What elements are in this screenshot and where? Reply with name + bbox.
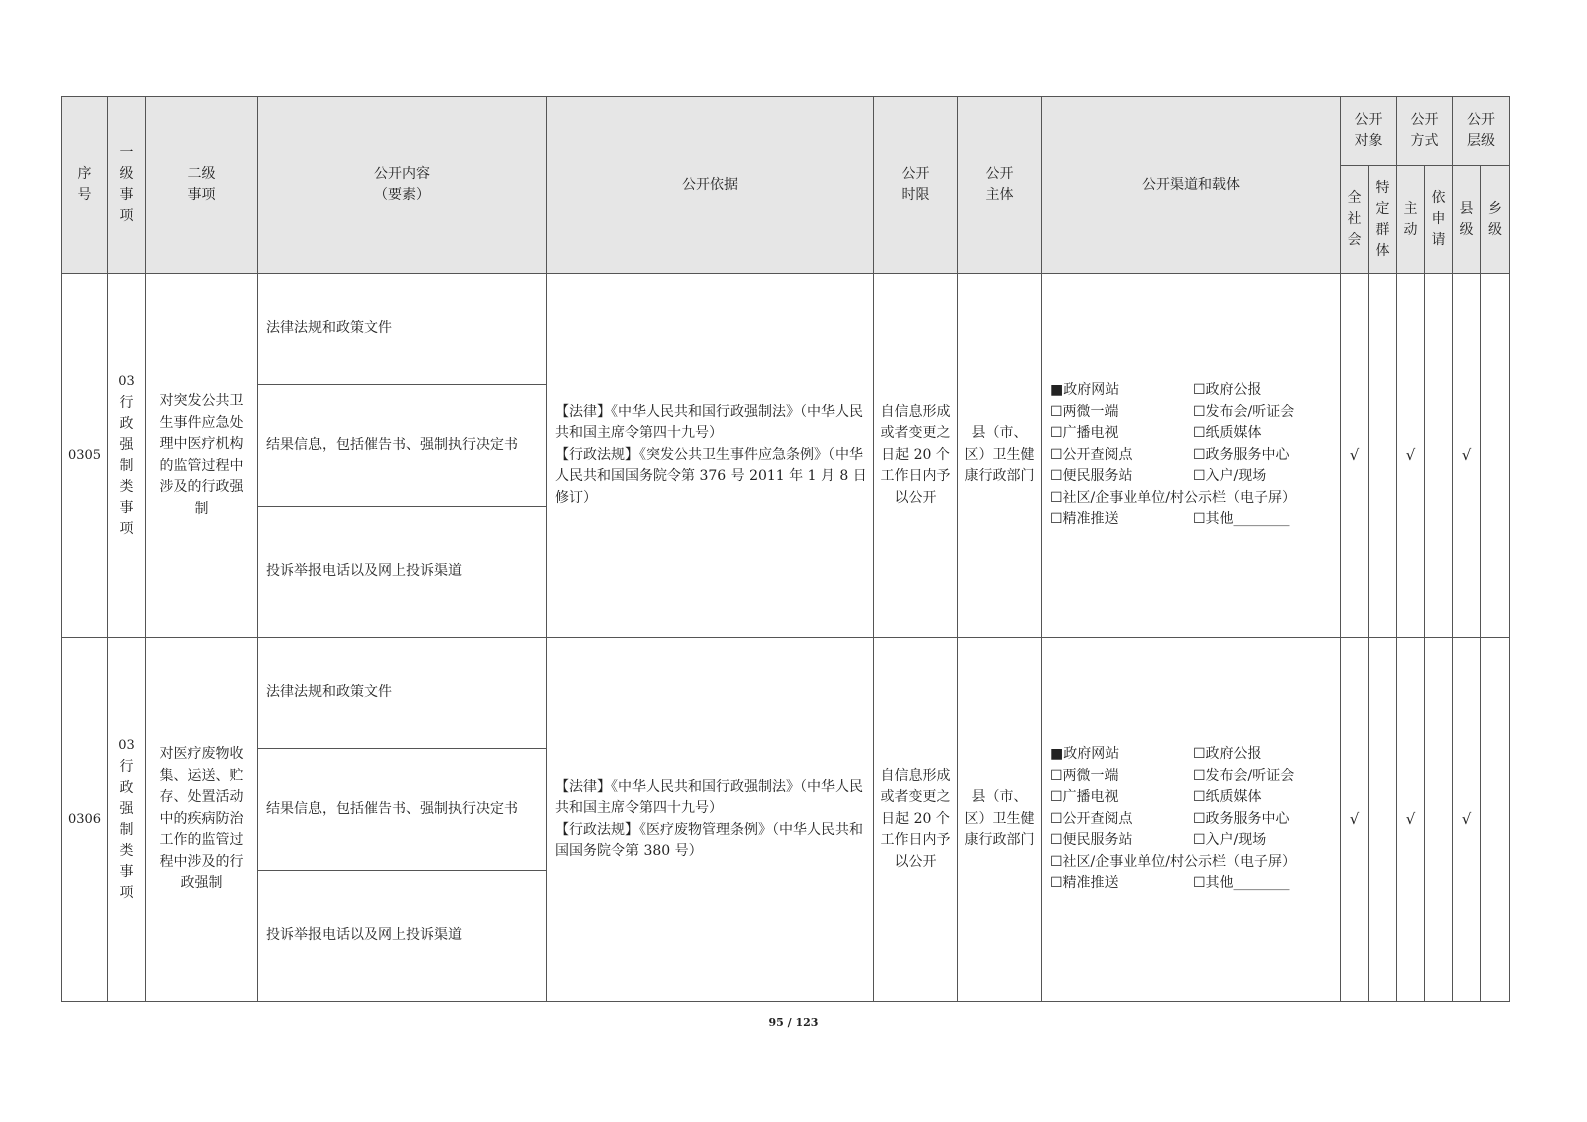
channel-item: ☐其他________ <box>1193 511 1290 528</box>
table-row <box>62 274 1510 385</box>
check-target-specific <box>1369 274 1397 638</box>
header-content-line1: 公开内容 <box>374 166 430 182</box>
header-levelgrp-line1: 公开 <box>1467 112 1495 128</box>
header-target-line2: 对象 <box>1354 133 1383 149</box>
header-levelgrp-line2: 层级 <box>1467 133 1495 149</box>
content-item: 投诉举报电话以及网上投诉渠道 <box>258 507 547 638</box>
level1-text: 行政强制类事项 <box>119 394 134 537</box>
row-channels <box>1042 638 1341 1002</box>
check-method-apply <box>1425 274 1453 638</box>
channel-item: ☐精准推送 <box>1050 875 1119 892</box>
channel-item: ☐两微一端 <box>1050 403 1119 420</box>
header-level-county: 县级 <box>1453 166 1481 274</box>
check-target-all: √ <box>1341 638 1369 1002</box>
check-method-apply <box>1425 638 1453 1002</box>
header-method-line2: 方式 <box>1410 133 1439 149</box>
header-target-line1: 公开 <box>1354 112 1383 128</box>
channel-item: ☐纸质媒体 <box>1193 789 1262 806</box>
channel-item: ☐社区/企事业单位/村公示栏（电子屏） <box>1050 853 1296 870</box>
header-level1: 一级事项 <box>108 97 146 274</box>
header-subject-line2: 主体 <box>985 187 1014 203</box>
channel-item: ☐纸质媒体 <box>1193 425 1262 442</box>
level1-text: 行政强制类事项 <box>119 758 134 901</box>
disclosure-table <box>61 96 1510 1002</box>
check-method-active: √ <box>1397 274 1425 638</box>
header-method-line1: 公开 <box>1410 112 1439 128</box>
channel-item: ☐广播电视 <box>1050 425 1119 442</box>
header-time-line2: 时限 <box>901 187 930 203</box>
channel-list <box>1042 744 1340 895</box>
header-method-apply: 依申请 <box>1425 166 1453 274</box>
check-level-town <box>1481 274 1510 638</box>
content-item: 法律法规和政策文件 <box>258 638 547 749</box>
row-basis <box>547 638 874 1002</box>
level1-code: 03 <box>118 374 135 389</box>
header-time-limit <box>874 97 958 274</box>
header-subject <box>958 97 1042 274</box>
channel-item: ■政府网站 <box>1050 746 1120 763</box>
header-target-group <box>1341 97 1397 166</box>
table-row <box>62 638 1510 749</box>
row-level2: 对突发公共卫生事件应急处理中医疗机构的监管过程中涉及的行政强制 <box>146 274 258 638</box>
basis-regulation: 【行政法规】《突发公共卫生事件应急条例》（中华人民共和国国务院令第 376 号 2011 年 1 月 8 日修订） <box>555 446 867 506</box>
row-level2: 对医疗废物收集、运送、贮存、处置活动中的疾病防治工作的监管过程中涉及的行政强制 <box>146 638 258 1002</box>
header-level2-line1: 二级 <box>187 166 216 182</box>
header-target-all: 全社会 <box>1341 166 1369 274</box>
header-content <box>258 97 547 274</box>
basis-law: 【法律】《中华人民共和国行政强制法》（中华人民共和国主席令第四十九号） <box>555 778 863 816</box>
channel-item: ☐社区/企事业单位/村公示栏（电子屏） <box>1050 489 1296 506</box>
channel-item: ☐其他________ <box>1193 875 1290 892</box>
content-item: 法律法规和政策文件 <box>258 274 547 385</box>
row-seq: 0305 <box>62 274 108 638</box>
header-target-specific: 特定群体 <box>1369 166 1397 274</box>
basis-law: 【法律】《中华人民共和国行政强制法》（中华人民共和国主席令第四十九号） <box>555 403 863 442</box>
content-item: 结果信息，包括催告书、强制执行决定书 <box>258 749 547 871</box>
channel-item: ☐便民服务站 <box>1050 832 1133 849</box>
row-basis <box>547 274 874 638</box>
channel-list <box>1042 380 1340 531</box>
channel-item: ☐公开查阅点 <box>1050 446 1133 463</box>
channel-item: ☐发布会/听证会 <box>1193 767 1295 784</box>
row-subject: 县（市、区）卫生健康行政部门 <box>958 274 1042 638</box>
table-header <box>62 97 1510 274</box>
page-number: 95 / 123 <box>768 1016 819 1029</box>
content-item: 投诉举报电话以及网上投诉渠道 <box>258 871 547 1002</box>
channel-item: ☐便民服务站 <box>1050 468 1133 485</box>
channel-item: ☐政务服务中心 <box>1193 810 1290 827</box>
check-level-county: √ <box>1453 638 1481 1002</box>
header-seq: 序号 <box>62 97 108 274</box>
channel-item: ☐入户/现场 <box>1193 468 1267 485</box>
channel-item: ☐入户/现场 <box>1193 832 1267 849</box>
check-level-county: √ <box>1453 274 1481 638</box>
basis-regulation: 【行政法规】《医疗废物管理条例》（中华人民共和国国务院令第 380 号） <box>555 821 863 859</box>
header-channels: 公开渠道和载体 <box>1042 97 1341 274</box>
level1-code: 03 <box>118 738 135 753</box>
channel-item: ☐精准推送 <box>1050 511 1119 528</box>
row-time-limit: 自信息形成或者变更之日起 20 个工作日内予以公开 <box>874 274 958 638</box>
row-seq: 0306 <box>62 638 108 1002</box>
check-target-all: √ <box>1341 274 1369 638</box>
header-basis: 公开依据 <box>547 97 874 274</box>
header-subject-line1: 公开 <box>985 166 1014 182</box>
header-level-group <box>1453 97 1510 166</box>
channel-item: ☐政府公报 <box>1193 382 1262 399</box>
channel-item: ☐政务服务中心 <box>1193 446 1290 463</box>
check-target-specific <box>1369 638 1397 1002</box>
row-level1 <box>108 638 146 1002</box>
row-time-limit: 自信息形成或者变更之日起 20 个工作日内予以公开 <box>874 638 958 1002</box>
header-level2-line2: 事项 <box>187 187 216 203</box>
channel-item: ☐两微一端 <box>1050 767 1119 784</box>
header-content-line2: （要素） <box>374 187 430 203</box>
channel-item: ☐公开查阅点 <box>1050 810 1133 827</box>
header-level2 <box>146 97 258 274</box>
header-time-line1: 公开 <box>901 166 930 182</box>
channel-item: ☐广播电视 <box>1050 789 1119 806</box>
content-item: 结果信息，包括催告书、强制执行决定书 <box>258 385 547 507</box>
header-level-town: 乡级 <box>1481 166 1510 274</box>
header-method-active: 主动 <box>1397 166 1425 274</box>
row-subject: 县（市、区）卫生健康行政部门 <box>958 638 1042 1002</box>
channel-item: ☐发布会/听证会 <box>1193 403 1295 420</box>
check-level-town <box>1481 638 1510 1002</box>
channel-item: ☐政府公报 <box>1193 746 1262 763</box>
row-level1 <box>108 274 146 638</box>
header-method-group <box>1397 97 1453 166</box>
check-method-active: √ <box>1397 638 1425 1002</box>
row-channels <box>1042 274 1341 638</box>
channel-item: ■政府网站 <box>1050 382 1120 399</box>
